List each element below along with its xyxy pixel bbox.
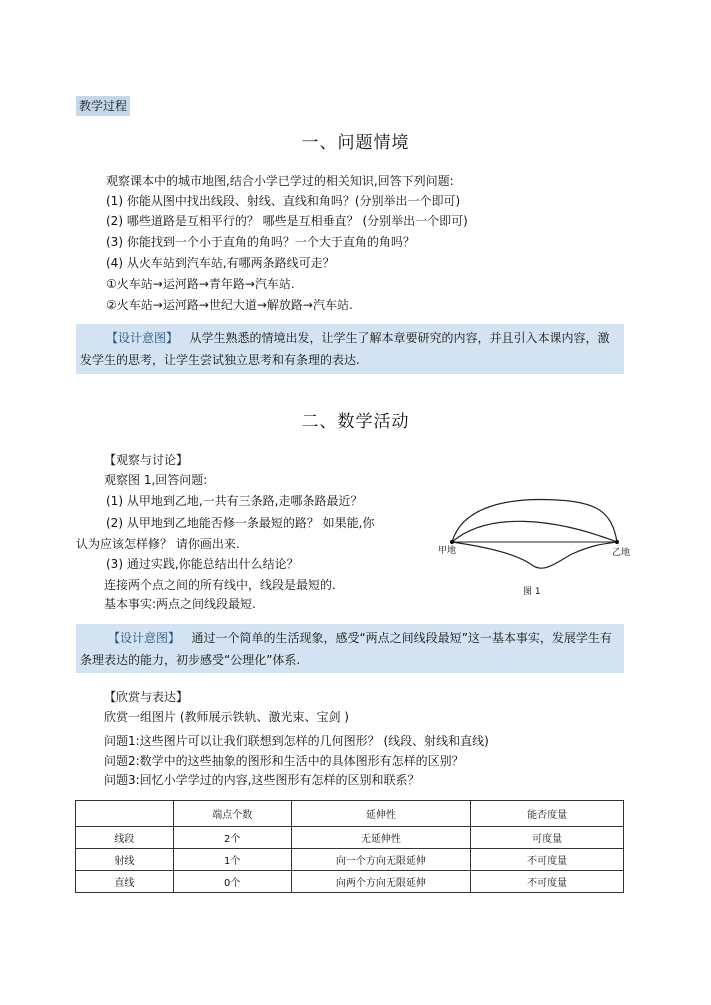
figure-label-jia: 甲地 [438,546,457,556]
table-header-row [76,801,624,827]
design-intent-label: 【设计意图】 [106,331,179,345]
design-intent-text: 从学生熟悉的情境出发，让学生了解本章要研究的内容，并且引入本课内容，激发学生的思考，让学生尝试独立思考和有条理的表达. [80,331,610,367]
teaching-process-tag: 教学过程 [76,96,130,116]
intro-text: 观察课本中的城市地图,结合小学已学过的相关知识,回答下列问题: [106,174,454,188]
table-cell: 向两个方向无限延伸 [291,871,471,893]
observe-discuss-label: 【观察与讨论】 [104,453,189,467]
table-cell: 0个 [173,871,291,893]
table-cell: 射线 [76,849,174,871]
figure-caption: 图 1 [523,587,541,597]
table-cell: 不可度量 [471,849,624,871]
design-intent-box-1 [76,324,624,374]
observe-question-1: (1) 从甲地到乙地,一共有三条路,走哪条路最近？ [106,494,363,508]
table-cell: 1个 [173,849,291,871]
table-row [76,871,624,893]
question-4: (4) 从火车站到汽车站,有哪两条路线可走？ [106,256,335,270]
problem-1: 问题1:这些图片可以让我们联想到怎样的几何图形？ (线段、射线和直线) [104,734,489,748]
table-cell: 线段 [76,827,174,849]
problem-2: 问题2:数学中的这些抽象的图形和生活中的具体图形有怎样的区别？ [104,754,464,768]
figure-label-yi: 乙地 [612,548,631,558]
question-3: (3) 你能找到一个小于直角的角吗？一个大于直角的角吗？ [106,235,415,249]
table-cell: 直线 [76,871,174,893]
table-cell: 无延伸性 [291,827,471,849]
appreciate-express-label: 【欣赏与表达】 [104,690,189,704]
design-intent-text-2: 通过一个简单的生活现象，感受“两点之间线段最短”这一基本事实，发展学生有条理表达的能力，初步感受“公理化”体系. [80,631,612,667]
design-intent-label-2: 【设计意图】 [108,631,181,645]
route-1: ①火车站→运河路→青年路→汽车站. [106,277,295,291]
observe-question-3: (3) 通过实践,你能总结出什么结论？ [106,557,299,571]
table-cell: 向一个方向无限延伸 [291,849,471,871]
table-cell: 可度量 [471,827,624,849]
observe-question-2a: (2) 从甲地到乙地能否修一条最短的路？ 如果能,你 [106,516,375,530]
conclusion-text: 连接两个点之间的所有线中，线段是最短的. [104,578,336,592]
question-2: (2) 哪些道路是互相平行的？ 哪些是互相垂直？ (分别举出一个即可) [106,214,468,228]
section-title-problem-situation: 一、问题情境 [301,133,410,153]
point-yi [615,540,619,544]
basic-fact-text: 基本事实:两点之间线段最短. [104,597,256,611]
route-2: ②火车站→运河路→世纪大道→解放路→汽车站. [106,298,353,312]
section-title-math-activity: 二、数学活动 [301,412,410,432]
appreciate-intro: 欣赏一组图片 (教师展示铁轨、激光束、宝剑 ) [104,710,349,724]
comparison-table [75,800,624,893]
top-route-curve [452,499,617,542]
table-header-cell: 能否度量 [471,801,624,827]
observe-question-2b: 认为应该怎样修？ 请你画出来. [76,537,240,551]
table-cell: 2个 [173,827,291,849]
table-header-cell [76,801,174,827]
middle-route-curve [452,521,617,542]
table-cell: 不可度量 [471,871,624,893]
table-row [76,827,624,849]
design-intent-box-2 [76,624,624,673]
observe-intro: 观察图 1,回答问题: [104,473,208,487]
bottom-route-curve [452,542,617,568]
problem-3: 问题3:回忆小学学过的内容,这些图形有怎样的区别和联系？ [104,773,420,787]
table-header-cell: 端点个数 [173,801,291,827]
question-1: (1) 你能从图中找出线段、射线、直线和角吗？(分别举出一个即可) [106,194,461,208]
figure-1-routes [432,492,632,574]
table-row [76,849,624,871]
table-header-cell: 延伸性 [291,801,471,827]
